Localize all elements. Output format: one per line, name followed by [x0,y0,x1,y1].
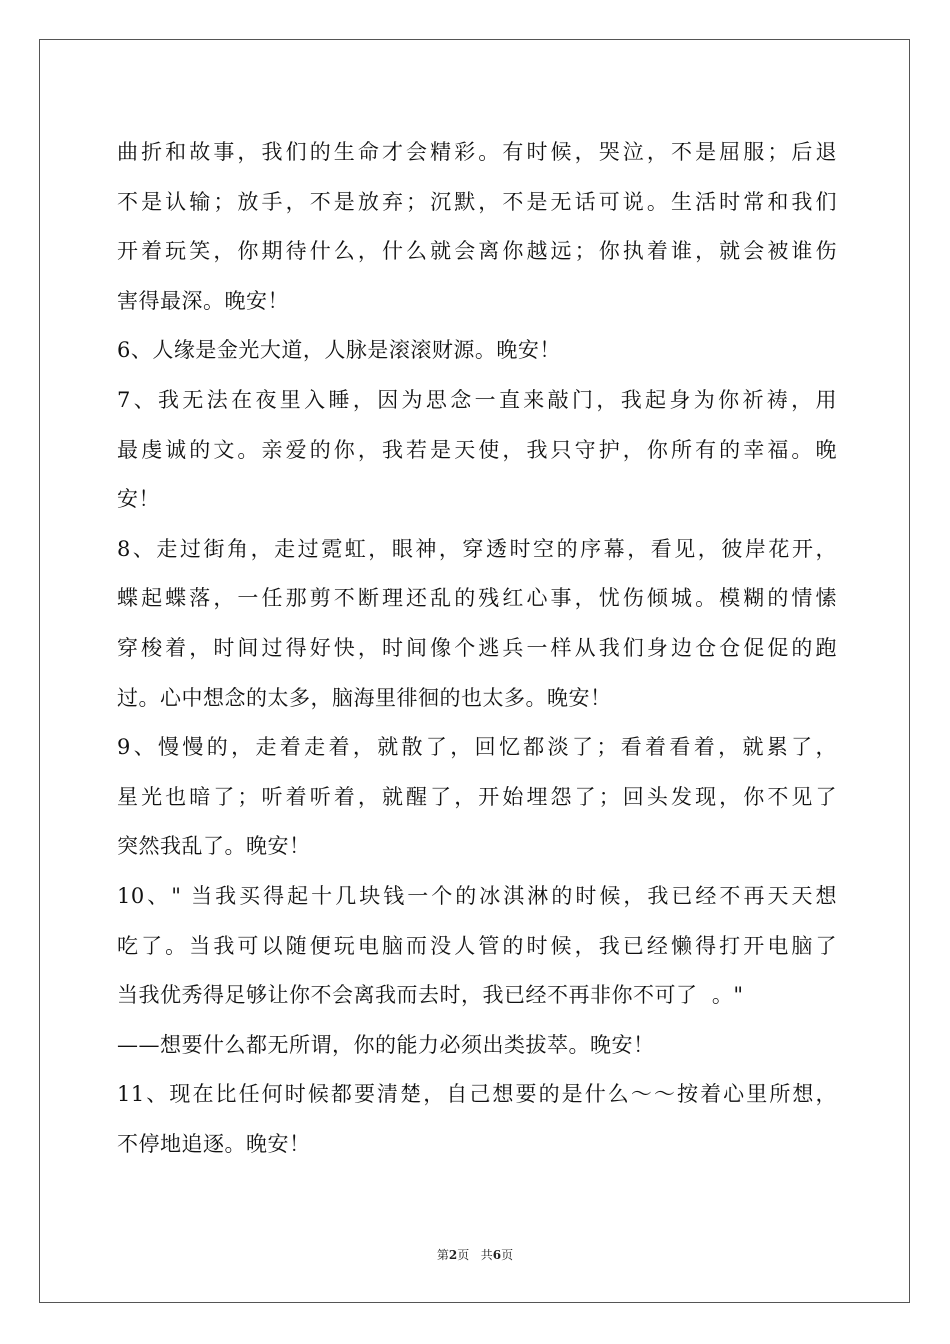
text-line: 7、我无法在夜里入睡，因为思念一直来敲门，我起身为你祈祷，用 [117,387,837,412]
total-prefix: 共 [480,1248,493,1262]
text-line: 8、走过街角，走过霓虹，眼神，穿透时空的序幕，看见，彼岸花开， [117,536,837,561]
text-line: 9、慢慢的，走着走着，就散了，回忆都淡了；看着看着，就累了， [117,735,837,760]
text-line: 最虔诚的文。亲爱的你，我若是天使，我只守护，你所有的幸福。晚 [117,437,837,462]
total-suffix: 页 [501,1248,514,1262]
text-line: 蝶起蝶落，一任那剪不断理还乱的残红心事，忧伤倾城。模糊的情愫 [117,586,837,611]
text-line: 害得最深。晚安！ [117,288,289,313]
text-line: 过。心中想念的太多，脑海里徘徊的也太多。晚安！ [117,685,612,710]
page-footer [0,1246,950,1263]
current-page-number: 2 [448,1248,458,1262]
text-line: 安！ [117,487,160,512]
text-line: 开着玩笑，你期待什么，什么就会离你越远；你执着谁，就会被谁伤 [117,239,837,264]
text-line: 突然我乱了。晚安！ [117,834,311,859]
document-body [117,128,837,1169]
text-line: 当我优秀得足够让你不会离我而去时，我已经不再非你不可了 。" [117,983,744,1008]
text-line: 不是认输；放手，不是放弃；沉默，不是无话可说。生活时常和我们 [117,189,837,214]
text-line: 穿梭着，时间过得好快，时间像个逃兵一样从我们身边仓仓促促的跑 [117,635,837,660]
text-line: 11、现在比任何时候都要清楚，自己想要的是什么～～按着心里所想， [117,1082,837,1107]
total-pages-number: 6 [492,1248,502,1262]
text-line: 6、人缘是金光大道，人脉是滚滚财源。晚安！ [117,338,561,363]
page-suffix: 页 [457,1248,470,1262]
text-line: ——想要什么都无所谓，你的能力必须出类拔萃。晚安！ [117,1032,655,1057]
page-prefix: 第 [436,1248,449,1262]
text-line: 不停地追逐。晚安！ [117,1131,311,1156]
text-line: 吃了。当我可以随便玩电脑而没人管的时候，我已经懒得打开电脑了 [117,933,837,958]
text-line: 10、" 当我买得起十几块钱一个的冰淇淋的时候，我已经不再天天想 [117,883,837,908]
text-line: 星光也暗了；听着听着，就醒了，开始埋怨了；回头发现，你不见了 [117,784,837,809]
text-line: 曲折和故事，我们的生命才会精彩。有时候，哭泣，不是屈服；后退 [117,140,837,164]
